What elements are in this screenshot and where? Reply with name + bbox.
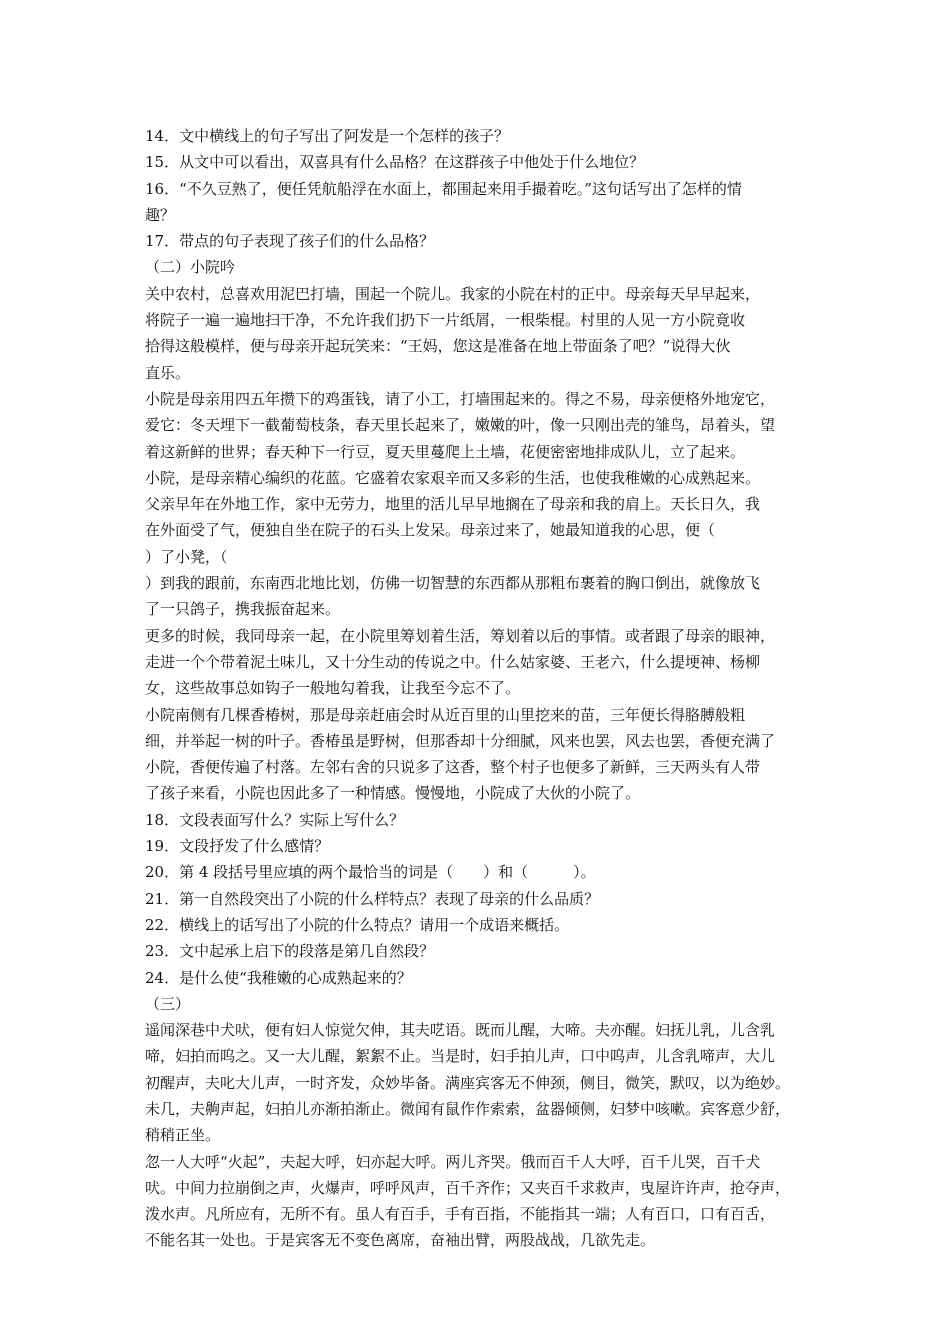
paragraph-line: 了孩子来看，小院也因此多了一种情感。慢慢地，小院成了大伙的小院了。 xyxy=(145,784,641,803)
question-16: 16．“不久豆熟了，便任凭航船浮在水面上，都围起来用手撮着吃。”这句话写出了怎样的情 xyxy=(145,179,742,198)
question-24: 24．是什么使“我稚嫩的心成熟起来的？ xyxy=(145,968,412,987)
paragraph-line: 更多的时候，我同母亲一起，在小院里筹划着生活，筹划着以后的事情。或者跟了母亲的眼神， xyxy=(145,626,776,645)
paragraph-line: 在外面受了气，便独自坐在院子的石头上发呆。母亲过来了，她最知道我的心思，便（ xyxy=(145,521,716,540)
paragraph-line: 了一只鸽子，携我振奋起来。 xyxy=(145,600,341,619)
question-21: 21．第一自然段突出了小院的什么样特点？表现了母亲的什么品质？ xyxy=(145,889,600,908)
paragraph-line: 啼，妇拍而呜之。又一大儿醒，絮絮不止。当是时，妇手拍儿声，口中呜声，儿含乳啼声，大儿 xyxy=(145,1047,776,1066)
paragraph-line: 小院南侧有几棵香椿树，那是母亲赶庙会时从近百里的山里挖来的苗，三年便长得胳膊般粗 xyxy=(145,705,746,724)
paragraph-line: 着这新鲜的世界；春天种下一行豆，夏天里蔓爬上土墙，花便密密地排成队儿，立了起来。 xyxy=(145,442,746,461)
paragraph-line: 将院子一遍一遍地扫干净，不允许我们扔下一片纸屑，一根柴棍。村里的人见一方小院竟收 xyxy=(145,311,746,330)
question-18: 18．文段表面写什么？实际上写什么？ xyxy=(145,810,405,829)
question-15: 15．从文中可以看出，双喜具有什么品格？在这群孩子中他处于什么地位？ xyxy=(145,153,645,172)
paragraph-line: 走进一个个带着泥土味儿，又十分生动的传说之中。什么姑家婆、王老六，什么提埂神、杨柳 xyxy=(145,652,761,671)
paragraph-line: 爱它：冬天埋下一截葡萄枝条，春天里长起来了，嫩嫩的叶，像一只刚出壳的雏鸟，昂着头，望 xyxy=(145,416,776,435)
paragraph-line: 关中农村，总喜欢用泥巴打墙，围起一个院儿。我家的小院在村的正中。母亲每天早早起来， xyxy=(145,284,761,303)
paragraph-line: ）了小凳，（ xyxy=(145,547,228,566)
section-heading-2: （二）小院吟 xyxy=(145,258,236,277)
paragraph-line: 直乐。 xyxy=(145,363,191,382)
paragraph-line: 泼水声。凡所应有，无所不有。虽人有百手，手有百指，不能指其一端；人有百口，口有百舌， xyxy=(145,1205,776,1224)
paragraph-line: 不能名其一处也。于是宾客无不变色离席，奋袖出臂，两股战战，几欲先走。 xyxy=(145,1231,656,1250)
paragraph-line: 吠。中间力拉崩倒之声，火爆声，呼呼风声，百千齐作；又夹百千求救声，曳屋许许声，抢夺声， xyxy=(145,1178,791,1197)
section-heading-3: （三） xyxy=(145,994,191,1013)
paragraph-line: 初醒声，夫叱大儿声，一时齐发，众妙毕备。满座宾客无不伸颈，侧目，微笑，默叹，以为绝妙。 xyxy=(145,1073,791,1092)
question-20: 20．第 4 段括号里应填的两个最恰当的词是（ ）和（ ）。 xyxy=(145,863,596,882)
paragraph-line: 女，这些故事总如钩子一般地勾着我，让我至今忘不了。 xyxy=(145,679,521,698)
question-14: 14．文中横线上的句子写出了阿发是一个怎样的孩子？ xyxy=(145,127,510,145)
paragraph-line: 未几，夫齁声起，妇拍儿亦渐拍渐止。微闻有鼠作作索索，盆器倾侧，妇梦中咳嗽。宾客意少舒， xyxy=(145,1099,791,1118)
question-19: 19．文段抒发了什么感情？ xyxy=(145,837,330,856)
paragraph-line: 遥闻深巷中犬吠，便有妇人惊觉欠伸，其夫呓语。既而儿醒，大啼。夫亦醒。妇抚儿乳，儿含乳 xyxy=(145,1021,776,1040)
paragraph-line: 稍稍正坐。 xyxy=(145,1126,221,1145)
paragraph-line: 细，并举起一树的叶子。香椿虽是野树，但那香却十分细腻，风来也罢，风去也罢，香便充满了 xyxy=(145,731,776,750)
paragraph-line: 父亲早年在外地工作，家中无劳力，地里的活儿早早地搁在了母亲和我的肩上。天长日久，我 xyxy=(145,495,761,514)
paragraph-line: 小院，是母亲精心编织的花蓝。它盛着农家艰辛而又多彩的生活，也使我稚嫩的心成熟起来。 xyxy=(145,468,761,487)
question-23: 23．文中起承上启下的段落是第几自然段？ xyxy=(145,942,435,961)
question-17: 17．带点的句子表现了孩子们的什么品格？ xyxy=(145,232,435,251)
paragraph-line: 拾得这般模样，便与母亲开起玩笑来：“王妈，您这是准备在地上带面条了吧？”说得大伙 xyxy=(145,337,731,356)
paragraph-line: 小院是母亲用四五年攒下的鸡蛋钱，请了小工，打墙围起来的。得之不易，母亲便格外地宠它， xyxy=(145,389,776,408)
paragraph-line: ）到我的跟前，东南西北地比划，仿佛一切智慧的东西都从那粗布裹着的胸口倒出，就像放飞 xyxy=(145,574,761,593)
question-16-cont: 趣？ xyxy=(145,205,176,224)
document-page xyxy=(145,123,807,1254)
question-22: 22．横线上的话写出了小院的什么特点？请用一个成语来概括。 xyxy=(145,915,570,934)
paragraph-line: 小院，香便传遍了村落。左邻右舍的只说多了这香，整个村子也便多了新鲜，三天两头有人带 xyxy=(145,758,761,777)
paragraph-line: 忽一人大呼“火起”，夫起大呼，妇亦起大呼。两儿齐哭。俄而百千人大呼，百千儿哭，百千犬 xyxy=(145,1152,761,1171)
